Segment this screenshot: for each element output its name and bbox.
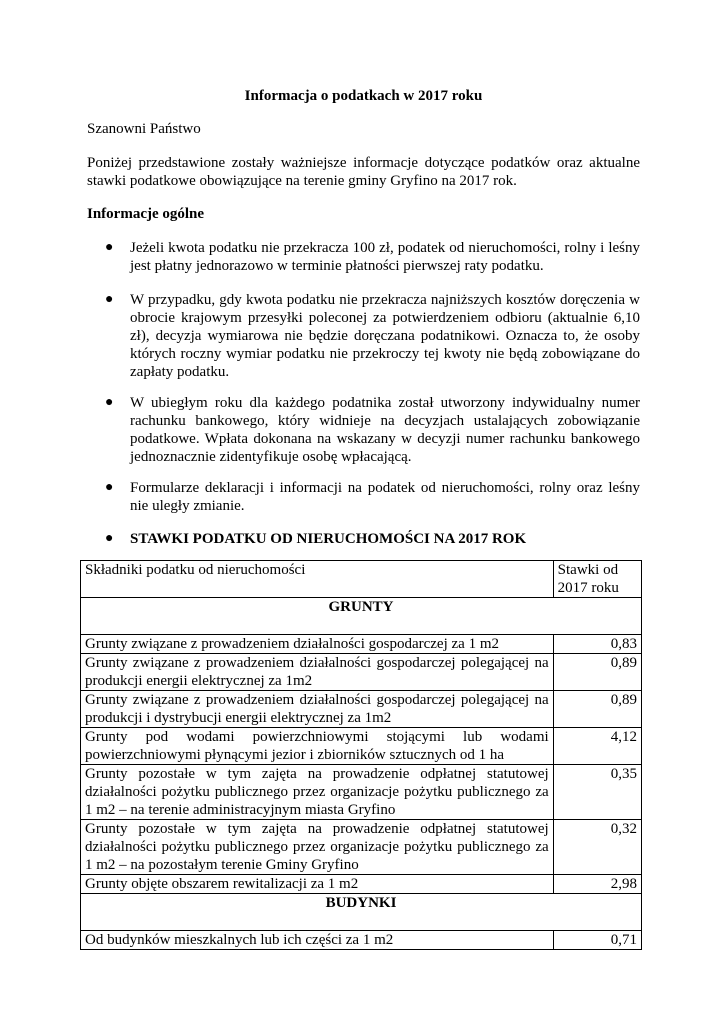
bullet-icon: ●: [105, 292, 114, 307]
bullet-text: Jeżeli kwota podatku nie przekracza 100 zł, podatek od nieruchomości, rolny i leśny jest płatny jednorazowo w terminie płatności pierwszej raty podatku.: [130, 240, 640, 274]
intro-paragraph: Poniżej przedstawione zostały ważniejsze informacje dotyczące podatków oraz aktualne stawki podatkowe obowiązujące na terenie gminy Gryfino na 2017 rok.: [87, 155, 640, 189]
bullet-icon: ●: [105, 395, 114, 410]
bullet-text: Formularze deklaracji i informacji na podatek od nieruchomości, rolny oraz leśny nie uległy zmianie.: [130, 480, 640, 514]
row-value: 0,83: [553, 635, 641, 654]
rates-table: [80, 560, 642, 950]
bullet-text: W przypadku, gdy kwota podatku nie przekracza najniższych kosztów doręczenia w obrocie krajowym przesyłki poleconej za potwierdzeniem odbioru (aktualnie 6,10 zł), decyzja wymiarowa nie będzie doręczana podatnikowi. Oznacza to, że osoby których roczny wymiar podatku nie przekroczy tej kwoty nie będą zobowiązane do zapłaty podatku.: [130, 292, 640, 380]
group-label: BUDYNKI: [81, 894, 642, 931]
row-description: Grunty związane z prowadzeniem działalności gospodarczej za 1 m2: [81, 635, 554, 654]
table-row: [81, 820, 642, 875]
bullet-item: [87, 479, 640, 515]
row-value: 0,32: [553, 820, 641, 875]
bullet-item: [87, 291, 640, 381]
rates-heading-text: STAWKI PODATKU OD NIERUCHOMOŚCI NA 2017 ROK: [130, 531, 527, 547]
row-description: Grunty pozostałe w tym zajęta na prowadzenie odpłatnej statutowej działalności pożytku publicznego przez organizacje pożytku publicznego za 1 m2 – na pozostałym terenie Gminy Gryfino: [81, 820, 554, 875]
table-row: [81, 691, 642, 728]
group-row-budynki: [81, 894, 642, 931]
bullet-icon: ●: [105, 480, 114, 495]
row-value: 2,98: [553, 875, 641, 894]
document-title: Informacja o podatkach w 2017 roku: [244, 88, 483, 104]
table-row: [81, 765, 642, 820]
row-description: Grunty pod wodami powierzchniowymi stojącymi lub wodami powierzchniowymi płynącymi jezior i zbiorników sztucznych od 1 ha: [81, 728, 554, 765]
table-row: [81, 635, 642, 654]
row-description: Grunty objęte obszarem rewitalizacji za 1 m2: [81, 875, 554, 894]
row-description: Od budynków mieszkalnych lub ich części za 1 m2: [81, 931, 554, 950]
row-description: Grunty pozostałe w tym zajęta na prowadzenie odpłatnej statutowej działalności pożytku publicznego przez organizacje pożytku publicznego za 1 m2 – na terenie administracyjnym miasta Gryfino: [81, 765, 554, 820]
header-components: Składniki podatku od nieruchomości: [81, 561, 554, 598]
table-header-row: [81, 561, 642, 598]
table-row: [81, 931, 642, 950]
table-row: [81, 728, 642, 765]
row-value: 4,12: [553, 728, 641, 765]
row-value: 0,35: [553, 765, 641, 820]
table-row: [81, 875, 642, 894]
group-label: GRUNTY: [81, 598, 642, 635]
row-value: 0,89: [553, 691, 641, 728]
bullet-item: [87, 239, 640, 275]
row-value: 0,89: [553, 654, 641, 691]
table-row: [81, 654, 642, 691]
bullet-item: [87, 394, 640, 466]
bullet-icon: ●: [105, 240, 114, 255]
row-description: Grunty związane z prowadzeniem działalności gospodarczej polegającej na produkcji energii elektrycznej za 1m2: [81, 654, 554, 691]
greeting: Szanowni Państwo: [87, 121, 201, 137]
section-heading-general: Informacje ogólne: [87, 206, 205, 222]
row-description: Grunty związane z prowadzeniem działalności gospodarczej polegającej na produkcji i dystrybucji energii elektrycznej za 1m2: [81, 691, 554, 728]
rates-heading: [87, 530, 640, 548]
bullet-icon: ●: [105, 531, 114, 546]
header-rates: Stawki od 2017 roku: [553, 561, 641, 598]
group-row-grunty: [81, 598, 642, 635]
row-value: 0,71: [553, 931, 641, 950]
bullet-text: W ubiegłym roku dla każdego podatnika został utworzony indywidualny numer rachunku bankowego, który widnieje na decyzjach ustalających zobowiązanie podatkowe. Wpłata dokonana na wskazany w decyzji numer rachunku bankowego jednoznacznie zidentyfikuje osobę wpłacającą.: [130, 395, 640, 465]
